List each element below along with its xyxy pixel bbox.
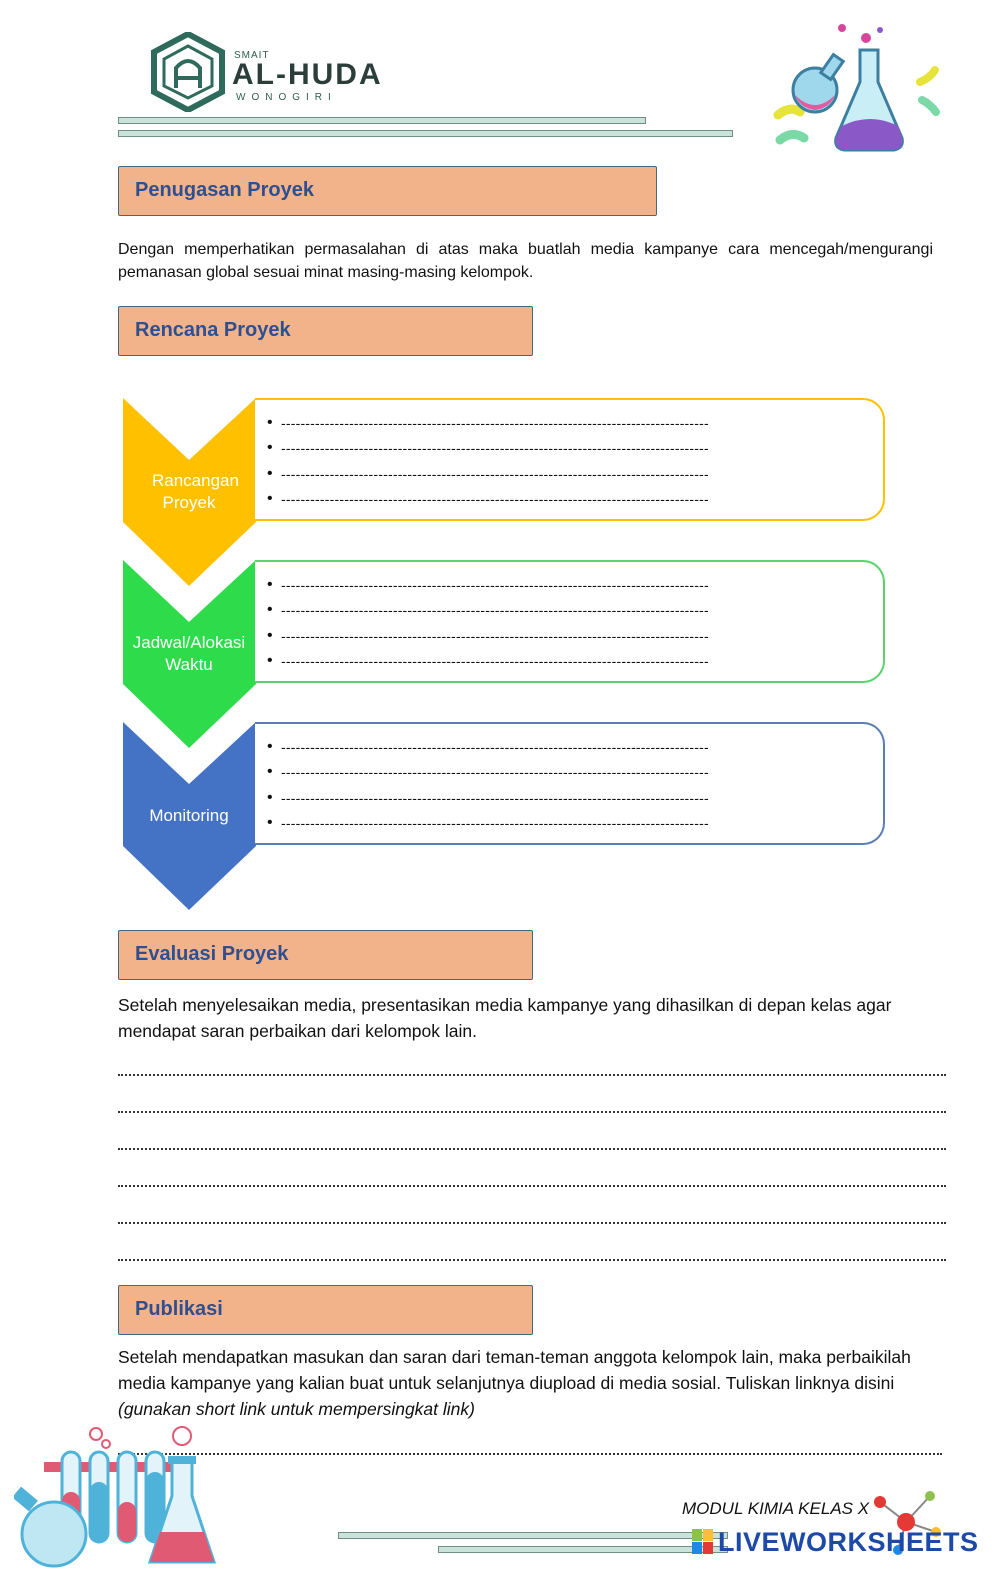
module-title: MODUL KIMIA KELAS X	[682, 1499, 870, 1518]
plan-line[interactable]: • ----------------------------------------------------------------------------------------	[267, 788, 709, 806]
header-rule-2	[118, 130, 733, 137]
footer-rule-1	[338, 1532, 728, 1539]
plan-line[interactable]: • ----------------------------------------------------------------------------------------	[267, 626, 709, 644]
plan-line[interactable]: • ----------------------------------------------------------------------------------------	[267, 601, 709, 619]
section-header-evaluasi	[118, 930, 533, 980]
plan-box-jadwal	[255, 560, 885, 683]
evaluasi-text: Setelah menyelesaikan media, presentasikan media kampanye yang dihasilkan di depan kelas agar mendapat saran perbaikan dari kelompok lain.	[118, 995, 892, 1041]
plan-line[interactable]: • ----------------------------------------------------------------------------------------	[267, 439, 709, 457]
section-title: Penugasan Proyek	[135, 179, 314, 201]
section-header-penugasan	[118, 166, 657, 216]
plan-box-monitoring	[255, 722, 885, 845]
section-title: Evaluasi Proyek	[135, 943, 289, 965]
step-label-monitoring: Monitoring	[149, 806, 229, 825]
publikasi-instruction: Setelah mendapatkan masukan dan saran dari teman-teman anggota kelompok lain, maka perbaikilah media kampanye yang kalian buat untuk selanjutnya diupload di media sosial. Tuliskan linknya disini	[118, 1347, 911, 1393]
school-logo	[150, 32, 430, 112]
section-header-publikasi	[118, 1285, 533, 1335]
logo-location: WONOGIRI	[236, 92, 337, 103]
plan-line[interactable]: • ----------------------------------------------------------------------------------------	[267, 464, 709, 482]
plan-line[interactable]: • ----------------------------------------------------------------------------------------	[267, 814, 709, 832]
section-title: Rencana Proyek	[135, 319, 291, 341]
header-rule-1	[118, 117, 646, 124]
liveworksheets-logo-icon	[692, 1529, 714, 1555]
liveworksheets-watermark: LIVEWORKSHEETS	[718, 1527, 979, 1557]
section-header-rencana	[118, 306, 533, 356]
publikasi-text	[118, 1344, 948, 1422]
plan-line[interactable]: • ----------------------------------------------------------------------------------------	[267, 575, 709, 593]
answer-line[interactable]	[118, 1111, 946, 1113]
answer-line[interactable]	[118, 1185, 946, 1187]
publikasi-note: (gunakan short link untuk mempersingkat link)	[118, 1399, 475, 1419]
logo-name: AL-HUDA	[232, 58, 383, 91]
step-label-rancangan: Rancangan Proyek	[152, 471, 239, 512]
penugasan-text: Dengan memperhatikan permasalahan di atas maka buatlah media kampanye cara mencegah/mengurangi pemanasan global sesuai minat masing-masing kelompok.	[118, 241, 933, 281]
plan-line[interactable]: • ----------------------------------------------------------------------------------------	[267, 413, 709, 431]
al-huda-logo-icon	[150, 32, 226, 112]
section-title: Publikasi	[135, 1298, 223, 1320]
plan-line[interactable]: • ----------------------------------------------------------------------------------------	[267, 763, 709, 781]
answer-line[interactable]	[118, 1259, 946, 1261]
chemistry-flasks-icon	[770, 20, 940, 165]
logo-small-text: SMAIT	[234, 50, 270, 61]
plan-box-rancangan	[255, 398, 885, 521]
footer-rule-2	[438, 1546, 728, 1553]
answer-line[interactable]	[118, 1148, 946, 1150]
link-answer-line[interactable]	[118, 1453, 942, 1455]
plan-line[interactable]: • ----------------------------------------------------------------------------------------	[267, 737, 709, 755]
lab-glassware-icon	[14, 1422, 234, 1571]
step-label-jadwal: Jadwal/Alokasi Waktu	[132, 633, 246, 674]
answer-line[interactable]	[118, 1222, 946, 1224]
plan-line[interactable]: • ----------------------------------------------------------------------------------------	[267, 652, 709, 670]
answer-line[interactable]	[118, 1074, 946, 1076]
plan-line[interactable]: • ----------------------------------------------------------------------------------------	[267, 490, 709, 508]
